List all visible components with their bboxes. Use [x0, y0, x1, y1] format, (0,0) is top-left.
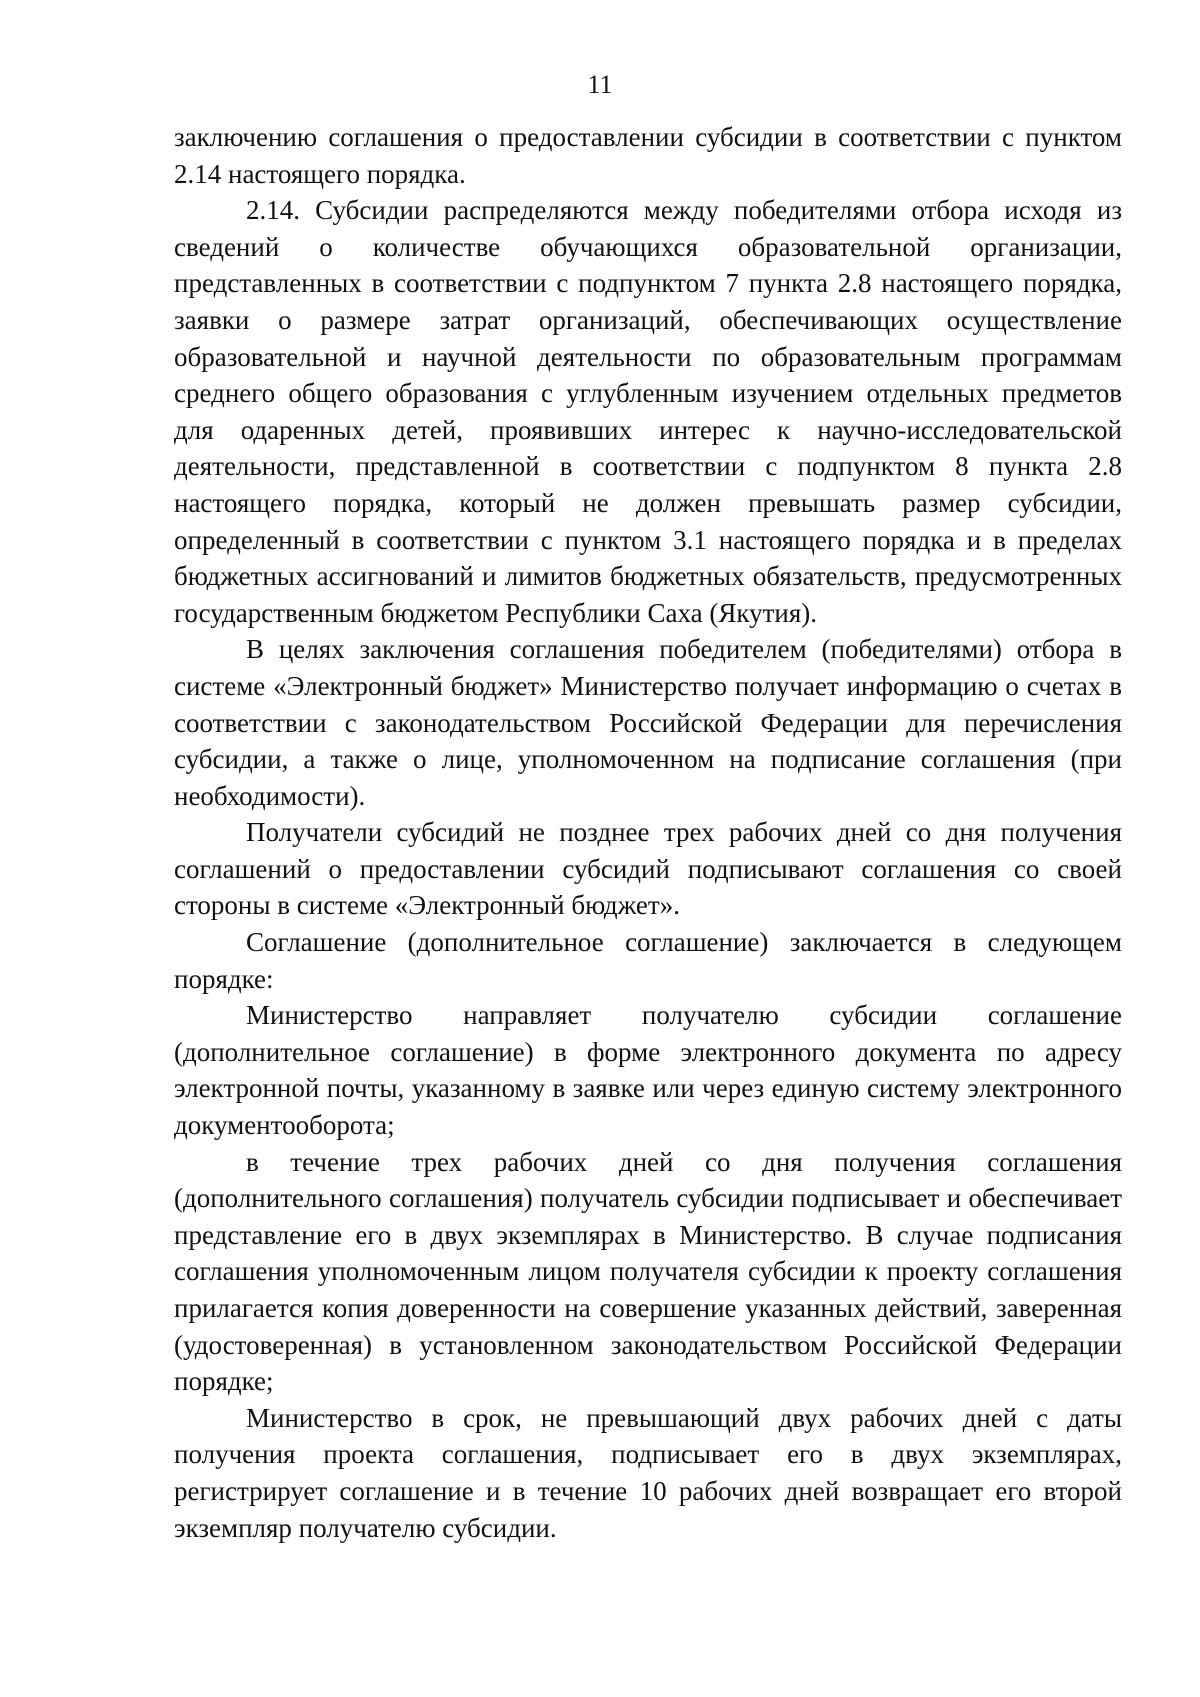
paragraph-continuation: заключению соглашения о предоставлении субсидии в соответствии с пунктом 2.14 настоящего порядка.	[174, 122, 1122, 189]
paragraph-2-14: 2.14. Субсидии распределяются между победителями отбора исходя из сведений о количестве обучающихся образовательной организации, представленных в соответствии с подпунктом 7 пункта 2.8 настоящего порядка, заявки о размере затрат организаций, обеспечивающих осуществление образовательной и научной деятельности по образовательным программам среднего общего образования с углубленным изучением отдельных предметов для одаренных детей, проявивших интерес к научно-исследовательской деятельности, представленной в соответствии с подпунктом 8 пункта 2.8 настоящего порядка, который не должен превышать размер субсидии, определенный в соответствии с пунктом 3.1 настоящего порядка и в пределах бюджетных ассигнований и лимитов бюджетных обязательств, предусмотренных государственным бюджетом Республики Саха (Якутия).	[174, 195, 1122, 628]
paragraph-ministry-registers: Министерство в срок, не превышающий двух рабочих дней с даты получения проекта соглашения, подписывает его в двух экземплярах, регистрирует соглашение и в течение 10 рабочих дней возвращает его второй экземпляр получателю субсидии.	[174, 1402, 1122, 1543]
paragraph-three-days: в течение трех рабочих дней со дня получения соглашения (дополнительного соглашения) получатель субсидии подписывает и обеспечивает представление его в двух экземплярах в Министерство. В случае подписания соглашения уполномоченным лицом получателя субсидии к проекту соглашения прилагается копия доверенности на совершение указанных действий, заверенная (удостоверенная) в установленном законодательством Российской Федерации порядке;	[174, 1146, 1122, 1397]
paragraph-agreement-procedure: Соглашение (дополнительное соглашение) заключается в следующем порядке:	[174, 927, 1122, 994]
document-body	[174, 119, 1122, 1546]
paragraph-recipients-sign: Получатели субсидий не позднее трех рабочих дней со дня получения соглашений о предоставлении субсидий подписывают соглашения со своей стороны в системе «Электронный бюджет».	[174, 817, 1122, 921]
paragraph-ministry-sends: Министерство направляет получателю субсидии соглашение (дополнительное соглашение) в форме электронного документа по адресу электронной почты, указанному в заявке или через единую систему электронного документооборота;	[174, 1000, 1122, 1141]
paragraph-electronic-budget: В целях заключения соглашения победителем (победителями) отбора в системе «Электронный бюджет» Министерство получает информацию о счетах в соответствии с законодательством Российской Федерации для перечисления субсидии, а также о лице, уполномоченном на подписание соглашения (при необходимости).	[174, 634, 1122, 811]
page-number: 11	[587, 70, 613, 99]
